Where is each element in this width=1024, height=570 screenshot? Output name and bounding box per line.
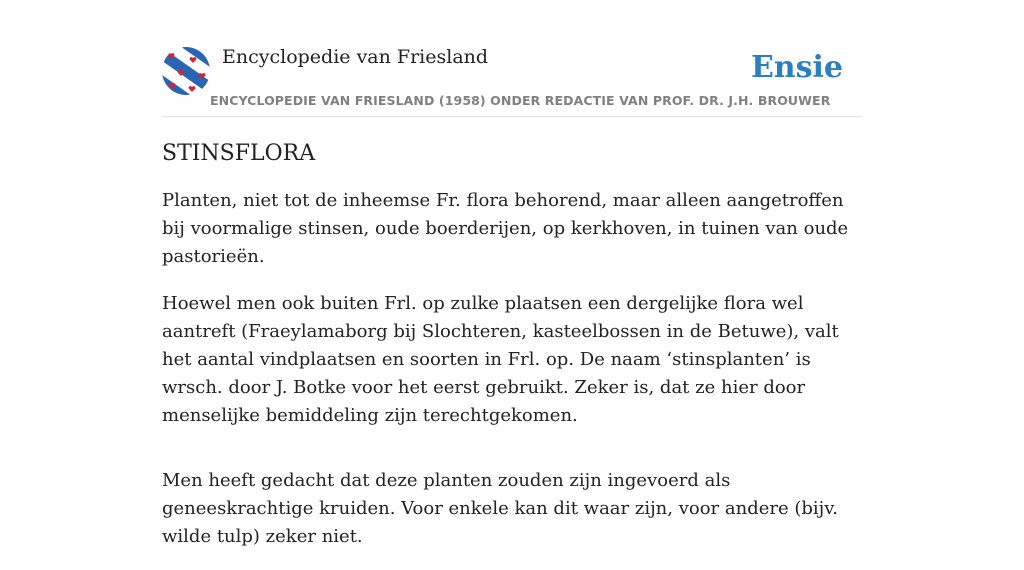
article-paragraph: Men heeft gedacht dat deze planten zouden zijn ingevoerd als geneeskrachtige kruiden. Voor enkele kan dit waar zijn, voor andere (bijv. wilde tulp) zeker niet.	[162, 470, 838, 547]
ensie-brand-logo[interactable]: Ensie	[750, 50, 843, 85]
site-title[interactable]: Encyclopedie van Friesland	[222, 46, 489, 68]
article-paragraph: Planten, niet tot de inheemse Fr. flora behorend, maar alleen aangetroffen bij voormalige stinsen, oude boerderijen, op kerkhoven, in tuinen van oude pastorieën.	[162, 190, 849, 267]
encyclopedia-subtitle: ENCYCLOPEDIE VAN FRIESLAND (1958) ONDER REDACTIE VAN PROF. DR. J.H. BROUWER	[210, 93, 831, 108]
article	[162, 138, 862, 570]
site-header	[162, 44, 862, 117]
frisian-flag-icon[interactable]	[162, 47, 210, 95]
article-paragraph: Hoewel men ook buiten Frl. op zulke plaatsen een dergelijke flora wel aantreft (Fraeylamaborg bij Slochteren, kasteelbossen in de Betuwe), valt het aantal vindplaatsen en soorten in Frl. op. De naam ‘stinsplanten’ is wrsch. door J. Botke voor het eerst gebruikt. Zeker is, dat ze hier door menselijke bemiddeling zijn terechtgekomen.	[162, 293, 839, 426]
article-title: STINSFLORA	[162, 141, 316, 166]
